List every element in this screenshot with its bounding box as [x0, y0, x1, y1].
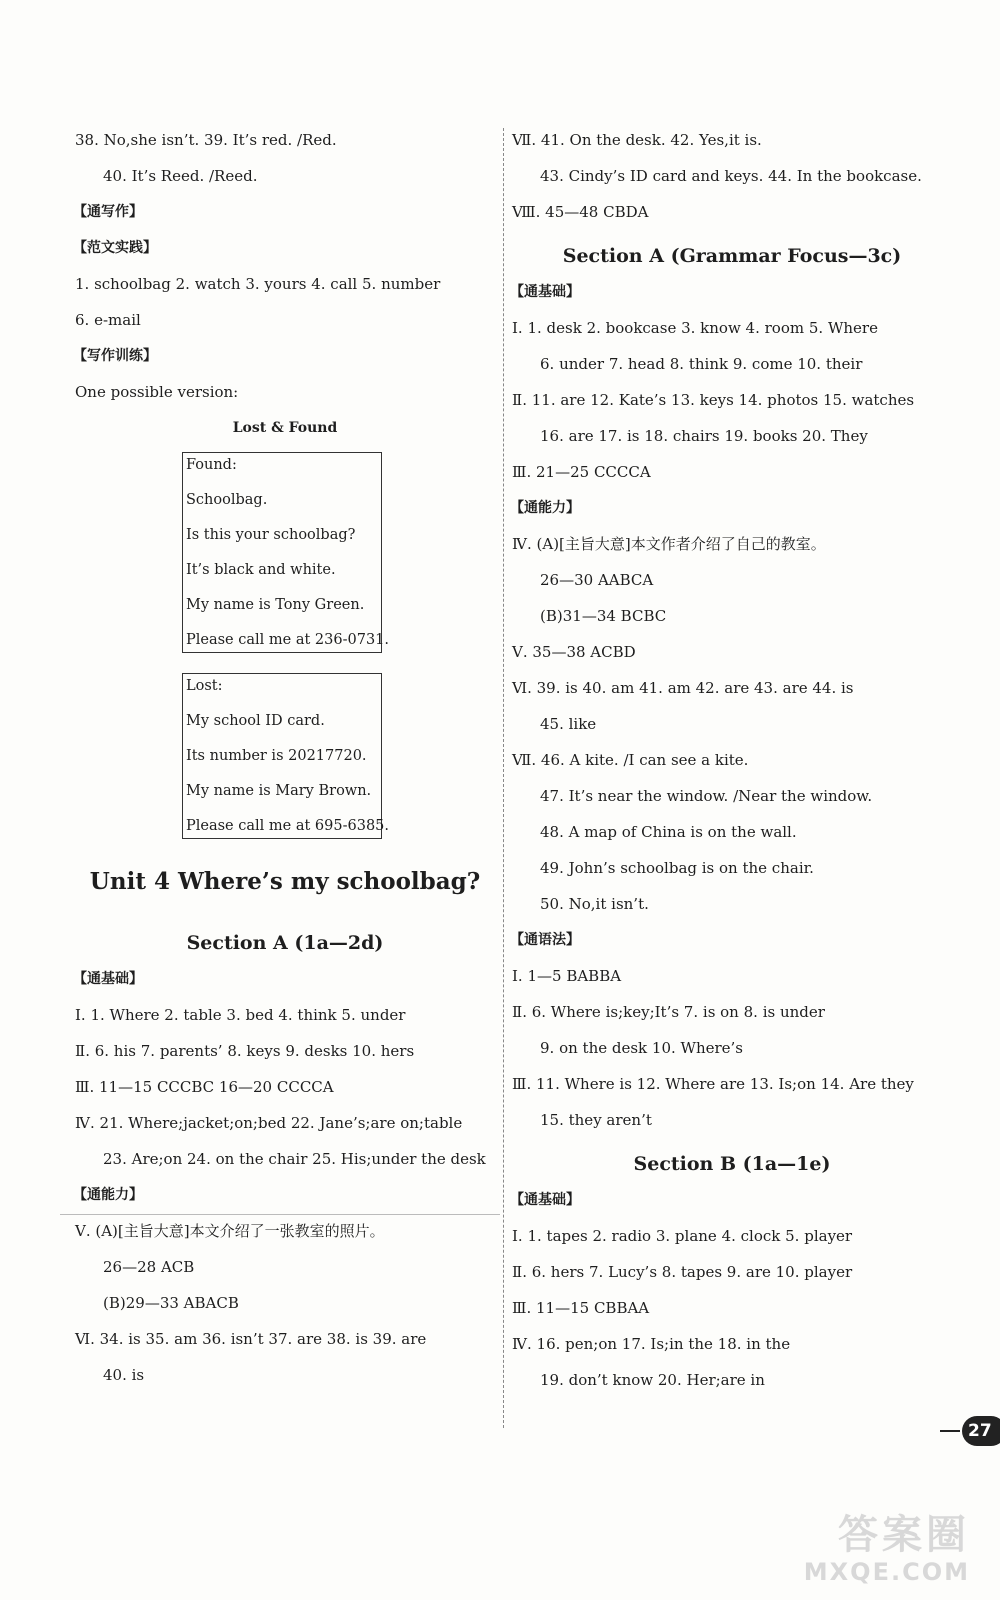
left-column — [75, 130, 495, 1401]
answer-line: Ⅳ. (A)[主旨大意]本文作者介绍了自己的教室。 — [512, 535, 826, 553]
answer-line: Ⅲ. 21—25 CCCCA — [512, 463, 651, 481]
answer-line: 16. are 17. is 18. chairs 19. books 20. They — [540, 427, 868, 445]
watermark-url: MXQE.COM — [803, 1558, 970, 1586]
answer-line: Ⅷ. 45—48 CBDA — [512, 203, 649, 221]
section-title: Section B (1a—1e) — [633, 1153, 831, 1175]
section-tag: 【通基础】 — [73, 971, 143, 987]
section-tag: 【范文实践】 — [73, 240, 157, 256]
lost-notice-box — [182, 673, 390, 839]
answer-line: 26—28 ACB — [103, 1258, 195, 1276]
notice-line: Found: — [186, 457, 237, 473]
answer-line: Ⅴ. 35—38 ACBD — [512, 643, 636, 661]
right-column — [512, 130, 952, 1406]
section-tag: 【通能力】 — [73, 1187, 143, 1203]
answer-line: (B)31—34 BCBC — [540, 607, 667, 625]
answer-line: 19. don’t know 20. Her;are in — [540, 1371, 765, 1389]
answer-line: Ⅱ. 6. Where is;key;It’s 7. is on 8. is under — [512, 1003, 825, 1021]
notice-line: My name is Mary Brown. — [186, 783, 372, 799]
section-tag: 【通语法】 — [510, 932, 580, 948]
answer-line: Ⅱ. 11. are 12. Kate’s 13. keys 14. photos 15. watches — [512, 391, 915, 409]
answer-line: Ⅶ. 46. A kite. /I can see a kite. — [512, 751, 749, 769]
answer-line: Ⅱ. 6. hers 7. Lucy’s 8. tapes 9. are 10. player — [512, 1263, 853, 1281]
section-tag: 【通能力】 — [510, 500, 580, 516]
column-divider — [503, 128, 504, 1428]
notice-line: Its number is 20217720. — [186, 748, 367, 764]
notice-line: Lost: — [186, 678, 223, 694]
answer-line: 6. under 7. head 8. think 9. come 10. their — [540, 355, 863, 373]
answer-line: Ⅰ. 1. desk 2. bookcase 3. know 4. room 5. Where — [512, 319, 878, 337]
page-number: 27 — [962, 1416, 1000, 1446]
answer-line: 45. like — [540, 715, 597, 733]
answer-line: Ⅰ. 1—5 BABBA — [512, 967, 622, 985]
answer-line: Ⅶ. 41. On the desk. 42. Yes,it is. — [512, 131, 762, 149]
notice-line: Is this your schoolbag? — [186, 527, 356, 543]
watermark — [804, 1512, 970, 1586]
watermark-logo-text: 答案圈 — [838, 1512, 970, 1558]
answer-line: Ⅵ. 34. is 35. am 36. isn’t 37. are 38. is 39. are — [75, 1330, 427, 1348]
section-tag: 【通基础】 — [510, 284, 580, 300]
answer-line: Ⅲ. 11—15 CCCBC 16—20 CCCCA — [75, 1078, 334, 1096]
answer-line: Ⅳ. 21. Where;jacket;on;bed 22. Jane’s;are on;table — [75, 1114, 463, 1132]
answer-line: Ⅰ. 1. Where 2. table 3. bed 4. think 5. under — [75, 1006, 406, 1024]
answer-line: 50. No,it isn’t. — [540, 895, 649, 913]
answer-line: Ⅰ. 1. tapes 2. radio 3. plane 4. clock 5. player — [512, 1227, 853, 1245]
answer-line: Ⅲ. 11. Where is 12. Where are 13. Is;on 14. Are they — [512, 1075, 914, 1093]
section-tag: 【通写作】 — [73, 204, 143, 220]
answer-line: 15. they aren’t — [540, 1111, 652, 1129]
section-tag: 【写作训练】 — [73, 348, 157, 364]
answer-line: 40. It’s Reed. /Reed. — [103, 167, 258, 185]
notice-line: Schoolbag. — [186, 492, 268, 508]
answer-line: 47. It’s near the window. /Near the window. — [540, 787, 873, 805]
answer-line: 48. A map of China is on the wall. — [540, 823, 797, 841]
answer-line: Ⅵ. 39. is 40. am 41. am 42. are 43. are 44. is — [512, 679, 854, 697]
answer-line: Ⅱ. 6. his 7. parents’ 8. keys 9. desks 10. hers — [75, 1042, 415, 1060]
answer-line: Ⅲ. 11—15 CBBAA — [512, 1299, 650, 1317]
notice-title: Lost & Found — [232, 420, 338, 436]
answer-line: 23. Are;on 24. on the chair 25. His;under the desk — [103, 1150, 486, 1168]
notice-line: My name is Tony Green. — [186, 597, 365, 613]
answer-line: One possible version: — [75, 383, 239, 401]
answer-line: Ⅴ. (A)[主旨大意]本文介绍了一张教室的照片。 — [75, 1222, 385, 1240]
answer-line: 26—30 AABCA — [540, 571, 654, 589]
section-title: Section A (1a—2d) — [186, 932, 384, 954]
answer-line: 1. schoolbag 2. watch 3. yours 4. call 5. number — [75, 275, 441, 293]
answer-line: 6. e-mail — [75, 311, 141, 329]
answer-line: 43. Cindy’s ID card and keys. 44. In the bookcase. — [540, 167, 922, 185]
page-number-badge — [940, 1416, 1000, 1446]
answer-line: 38. No,she isn’t. 39. It’s red. /Red. — [75, 131, 337, 149]
answer-line: 9. on the desk 10. Where’s — [540, 1039, 743, 1057]
notice-line: My school ID card. — [186, 713, 325, 729]
found-notice-box — [182, 452, 390, 653]
section-tag: 【通基础】 — [510, 1192, 580, 1208]
section-title: Section A (Grammar Focus—3c) — [562, 245, 902, 267]
answer-line: 49. John’s schoolbag is on the chair. — [540, 859, 814, 877]
notice-line: Please call me at 695-6385. — [186, 818, 390, 834]
notice-line: It’s black and white. — [186, 562, 336, 578]
answer-line: 40. is — [103, 1366, 145, 1384]
answer-line: Ⅳ. 16. pen;on 17. Is;in the 18. in the — [512, 1335, 791, 1353]
answer-line: (B)29—33 ABACB — [103, 1294, 239, 1312]
notice-line: Please call me at 236-0731. — [186, 632, 390, 648]
page-number-dash — [940, 1430, 960, 1432]
unit-title: Unit 4 Where’s my schoolbag? — [89, 868, 481, 895]
